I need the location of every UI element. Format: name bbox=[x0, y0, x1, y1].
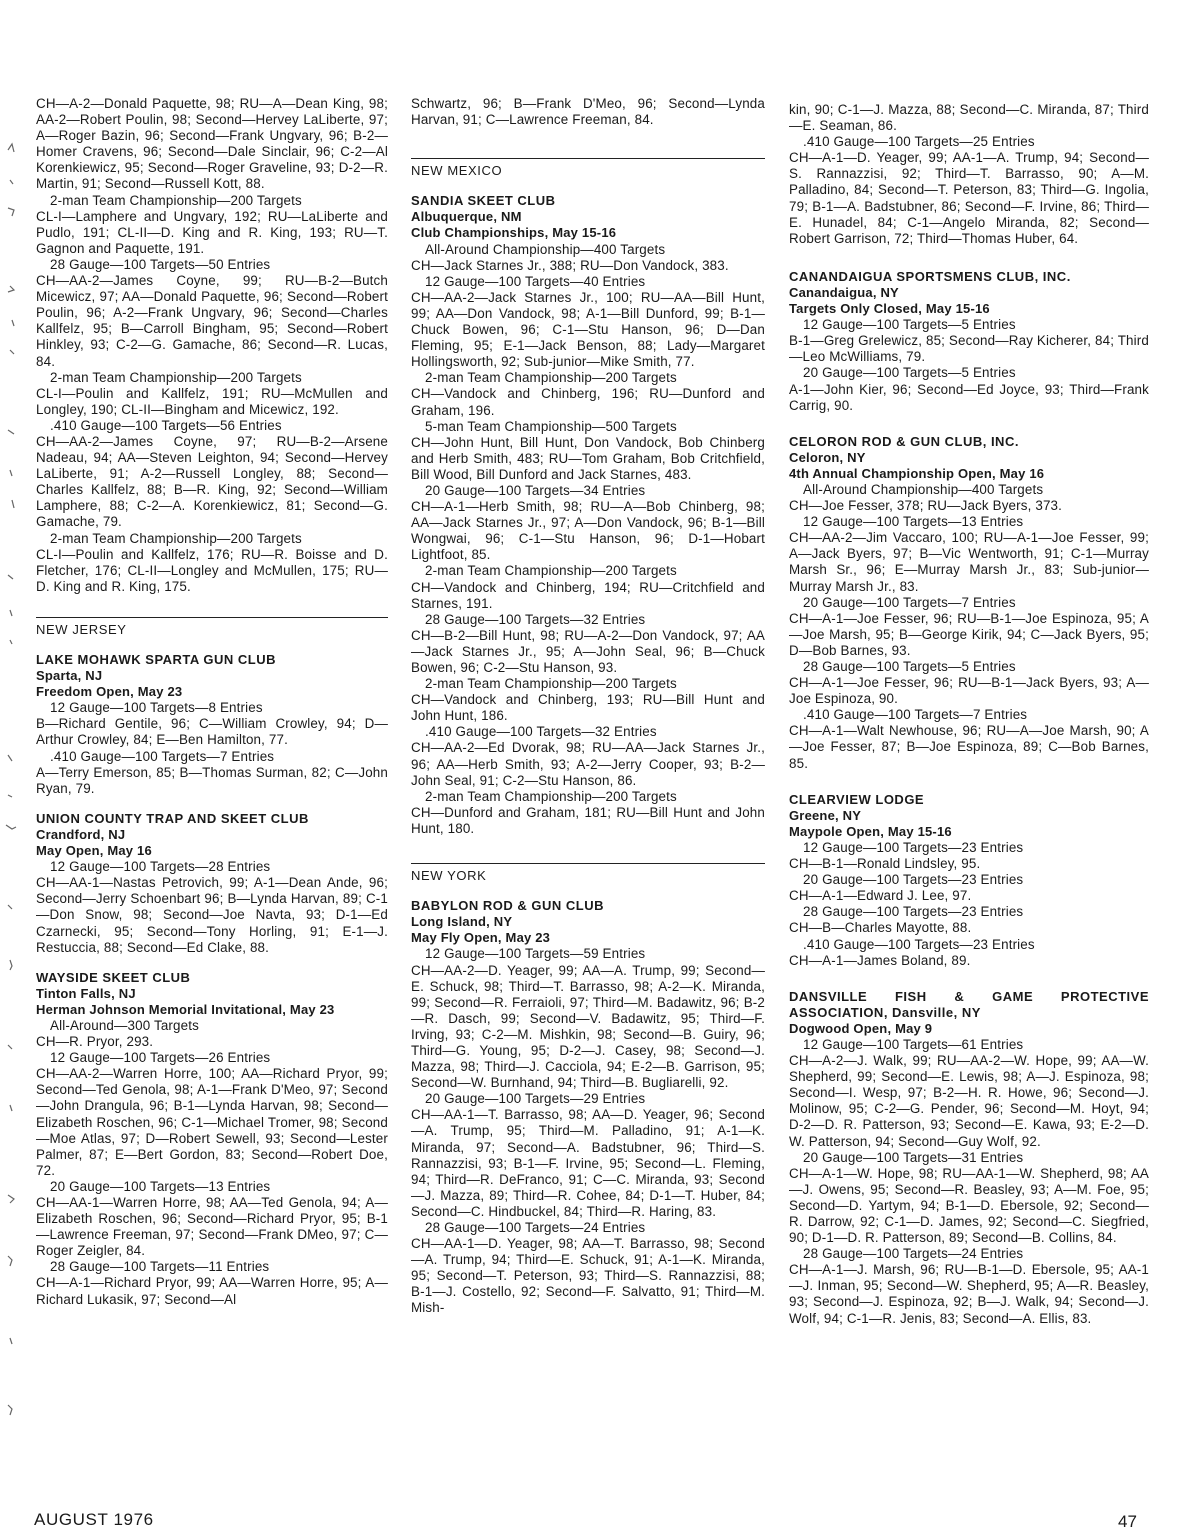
results-text: CH—Dunford and Graham, 181; RU—Bill Hunt and John Hunt, 180. bbox=[411, 804, 765, 836]
results-text: A—Terry Emerson, 85; B—Thomas Surman, 82; C—John Ryan, 79. bbox=[36, 764, 388, 796]
club-name: WAYSIDE SKEET CLUB bbox=[36, 969, 191, 985]
results-text: CH—A-1—Richard Pryor, 99; AA—Warren Horre, 95; A—Richard Lukasik, 97; Second—Al bbox=[36, 1275, 388, 1307]
club-name: SANDIA SKEET CLUB bbox=[411, 193, 556, 209]
club-name: CELORON ROD & GUN CLUB, INC. bbox=[789, 433, 1019, 449]
event-line: 12 Gauge—100 Targets—8 Entries bbox=[50, 700, 263, 716]
event-title: Club Championships, May 15-16 bbox=[411, 225, 617, 241]
event-line: .410 Gauge—100 Targets—32 Entries bbox=[425, 724, 657, 740]
results-text: CH—AA-1—Nastas Petrovich, 99; A-1—Dean Ande, 96; Second—Jerry Schoenbart 96; B—Lynda Harvan, 89; C-1—Don Snow, 98; Second—Joe Navta, 93; D-1—Ed Czarnecki, 95; Second—Tony Horling, 91; E-1—J. Restuccia, 88; Second—Ed Clake, 88. bbox=[36, 875, 388, 955]
club-name: CANANDAIGUA SPORTSMENS CLUB, INC. bbox=[789, 268, 1071, 284]
event-line: 12 Gauge—100 Targets—26 Entries bbox=[50, 1050, 271, 1066]
event-title: May Fly Open, May 23 bbox=[411, 930, 551, 946]
results-text: CL-I—Poulin and Kallfelz, 191; RU—McMullen and Longley, 190; CL-II—Bingham and Micewicz, 192. bbox=[36, 385, 388, 417]
results-text: CH—AA-2—Warren Horre, 100; AA—Richard Pryor, 99; Second—Ted Genola, 98; A-1—Frank D'Meo, 97; Second—John Drangula, 96; B-1—Lynda Harvan, 98; Second—Elizabeth Roschen, 96; C-1—Michael Tromer, 98; Second—Moe Atlas, 97; D—Robert Sewell, 93; Second—Lester Palmer, 87; E—Bert Gordon, 83; Second—Robert Doe, 72. bbox=[36, 1066, 388, 1178]
results-text: CH—AA-2—Jim Vaccaro, 100; RU—A-1—Joe Fesser, 99; A—Jack Byers, 97; B—Vic Wentworth, 91; C-1—Murray Marsh Sr., 96; E—Murray Marsh Jr., 83; Sub-junior—Murray Marsh Jr., 83. bbox=[789, 530, 1149, 594]
results-text: CH—Vandock and Chinberg, 193; RU—Bill Hunt and John Hunt, 186. bbox=[411, 692, 765, 724]
club-name: CLEARVIEW LODGE bbox=[789, 791, 925, 807]
event-line: 5-man Team Championship—500 Targets bbox=[425, 418, 677, 434]
event-line: All-Around Championship—400 Targets bbox=[803, 481, 1044, 497]
event-line: 12 Gauge—100 Targets—28 Entries bbox=[50, 859, 271, 875]
results-text: CH—A-1—Herb Smith, 98; RU—A—Bob Chinberg, 98; AA—Jack Starnes Jr., 97; A—Don Vandock, 96; B-1—Bill Wongwai, 96; C-1—Stu Hanson, 96; D-1—Hobart Lightfoot, 85. bbox=[411, 499, 765, 563]
results-text: CH—Vandock and Chinberg, 194; RU—Critchfield and Starnes, 191. bbox=[411, 579, 765, 611]
margin-marks bbox=[0, 0, 30, 1539]
results-text: CH—A-1—Joe Fesser, 96; RU—B-1—Joe Espinoza, 95; A—Joe Marsh, 95; B—George Kirik, 94; C—Jack Byers, 95; D—Bob Barnes, 93. bbox=[789, 610, 1149, 658]
event-line: 20 Gauge—100 Targets—34 Entries bbox=[425, 482, 646, 498]
club-name: DANSVILLE FISH & GAME PROTECTIVE ASSOCIATION, Dansville, NY bbox=[789, 988, 1149, 1020]
results-text: A-1—John Kier, 96; Second—Ed Joyce, 93; Third—Frank Carrig, 90. bbox=[789, 381, 1149, 413]
event-line: 2-man Team Championship—200 Targets bbox=[425, 563, 677, 579]
event-title: Freedom Open, May 23 bbox=[36, 684, 183, 700]
results-text: CH—A-1—Edward J. Lee, 97. bbox=[789, 888, 972, 904]
results-text: CH—A-1—W. Hope, 98; RU—AA-1—W. Shepherd, 98; AA—J. Owens, 95; Second—R. Beasley, 93; A—M. Foe, 95; Second—D. Yartym, 94; B-1—D. Ebersole, 92; Second—R. Darrow, 92; C-1—D. James, 92; Second—C. Siegfried, 90; D-1—D. R. Patterson, 89; Second—B. Collins, 84. bbox=[789, 1165, 1149, 1246]
event-line: 2-man Team Championship—200 Targets bbox=[425, 370, 677, 386]
results-text: CH—AA-1—Warren Horre, 98; AA—Ted Genola, 94; A—Elizabeth Roschen, 96; Second—Richard Pryor, 95; B-1—Lawrence Freeman, 97; Second—Frank DMeo, 97; C—Roger Zeigler, 84. bbox=[36, 1195, 388, 1259]
results-text: CH—AA-1—D. Yeager, 98; AA—T. Barrasso, 98; Second—A. Trump, 94; Third—E. Schuck, 91; A-1—K. Miranda, 95; Second—T. Peterson, 93; Third—S. Rannazzisi, 88; B-1—J. Costello, 92; Second—F. Salvatto, 91; Third—M. Mish- bbox=[411, 1236, 765, 1316]
event-line: 12 Gauge—100 Targets—13 Entries bbox=[803, 514, 1024, 530]
event-line: 2-man Team Championship—200 Targets bbox=[50, 530, 302, 546]
event-line: .410 Gauge—100 Targets—7 Entries bbox=[803, 707, 1028, 723]
event-line: All-Around Championship—400 Targets bbox=[425, 241, 666, 257]
event-line: 28 Gauge—100 Targets—24 Entries bbox=[425, 1220, 646, 1235]
event-line: 2-man Team Championship—200 Targets bbox=[50, 369, 302, 385]
results-text: CH—AA-2—D. Yeager, 99; AA—A. Trump, 99; Second—E. Schuck, 98; Third—T. Barrasso, 98; A-2—K. Miranda, 99; Second—R. Ferraioli, 97; Third—M. Badawitz, 96; B-2—R. Dasch, 99; Second—V. Badawitz, 95; Third—F. Irving, 93; C-2—M. Mishkin, 98; Second—B. Guiry, 96; Third—G. Young, 95; D-2—J. Casey, 98; Second—J. Mazza, 98; Third—J. Cacciola, 94; E-2—B. Garrison, 95; Second—W. Burnhand, 94; Third—B. Bugliarelli, 92. bbox=[411, 962, 765, 1091]
event-line: 12 Gauge—100 Targets—23 Entries bbox=[803, 839, 1024, 855]
event-line: 20 Gauge—100 Targets—7 Entries bbox=[803, 594, 1016, 610]
event-line: 20 Gauge—100 Targets—23 Entries bbox=[803, 872, 1024, 888]
results-text: CH—A-2—Donald Paquette, 98; RU—A—Dean King, 98; AA-2—Robert Poulin, 98; Second—Hervey LaLiberte, 97; A—Roger Bazin, 96; Second—Frank Ungvary, 96; B-2—Homer Cravens, 96; Second—Dale Sinclair, 96; C-2—Al Korenkiewicz, 95; Second—Roger Graveline, 93; D-2—R. Martin, 91; Second—Russell Kott, 88. bbox=[36, 96, 388, 192]
club-name: BABYLON ROD & GUN CLUB bbox=[411, 898, 604, 914]
event-line: 2-man Team Championship—200 Targets bbox=[425, 676, 677, 692]
results-text: B—Richard Gentile, 96; C—William Crowley, 94; D—Arthur Crowley, 84; E—Ben Hamilton, 77. bbox=[36, 716, 388, 748]
results-text: CH—AA-2—Jack Starnes Jr., 100; RU—AA—Bill Hunt, 99; AA—Don Vandock, 98; A-1—Bill Dunford, 99; B-1—Chuck Bowen, 96; C-1—Stu Hanson, 96; D—Dan Fleming, 95; E-1—Jack Benson, 88; Lady—Margaret Hollingsworth, 92; Sub-junior—Mike Smith, 77. bbox=[411, 289, 765, 370]
section-heading-new-jersey: NEW JERSEY bbox=[36, 617, 388, 638]
club-name: UNION COUNTY TRAP AND SKEET CLUB bbox=[36, 810, 309, 826]
event-title: Maypole Open, May 15-16 bbox=[789, 823, 952, 839]
event-line: All-Around—300 Targets bbox=[50, 1017, 199, 1033]
section-heading-new-mexico: NEW MEXICO bbox=[411, 158, 765, 179]
results-text: CL-I—Poulin and Kallfelz, 176; RU—R. Boisse and D. Fletcher, 176; CL-II—Longley and McMullen, 175; RU—D. King and R. King, 175. bbox=[36, 546, 388, 594]
results-text: CH—A-1—D. Yeager, 99; AA-1—A. Trump, 94; Second—S. Rannazzisi, 92; Third—T. Barrasso, 90; A—M. Palladino, 84; Second—T. Peterson, 83; Third—G. Ingolia, 79; B-1—A. Badstubner, 86; Second—F. Irvine, 86; Third—E. Hunadel, 84; C-1—Angelo Miranda, 82; Second—Robert Garrison, 72; Third—Thomas Huber, 64. bbox=[789, 150, 1149, 246]
column-3 bbox=[789, 96, 1149, 1327]
event-line: 20 Gauge—100 Targets—5 Entries bbox=[803, 365, 1016, 381]
results-text: CH—AA-2—Ed Dvorak, 98; RU—AA—Jack Starnes Jr., 96; AA—Herb Smith, 93; A-2—Jerry Cooper, 93; B-2—John Seal, 91; C-2—Stu Hanson, 86. bbox=[411, 740, 765, 788]
event-line: 12 Gauge—100 Targets—5 Entries bbox=[803, 317, 1016, 333]
column-2 bbox=[411, 96, 765, 1317]
event-line: 28 Gauge—100 Targets—32 Entries bbox=[425, 611, 646, 627]
club-location: Long Island, NY bbox=[411, 914, 513, 930]
results-text: CL-I—Lamphere and Ungvary, 192; RU—LaLiberte and Pudlo, 191; CL-II—D. King and R. King, 193; RU—T. Gagnon and Paquette, 191. bbox=[36, 208, 388, 256]
results-text: CH—John Hunt, Bill Hunt, Don Vandock, Bob Chinberg and Herb Smith, 483; RU—Tom Graham, Bob Critchfield, Bill Wood, Bill Dunford and Jack Starnes, 483. bbox=[411, 434, 765, 482]
results-text: CH—A-2—J. Walk, 99; RU—AA-2—W. Hope, 99; AA—W. Shepherd, 99; Second—E. Lewis, 98; A—J. Espinoza, 98; Second—I. Wesp, 97; B-2—H. R. Howe, 96; Second—J. Molinow, 95; C-2—G. Pender, 96; Second—M. Hoyt, 94; D-2—D. R. Patterson, 93; Second—E. Kawa, 93; E-2—D. W. Patterson, 94; Second—Guy Wolf, 92. bbox=[789, 1053, 1149, 1149]
club-location: Crandford, NJ bbox=[36, 826, 126, 842]
club-location: Tinton Falls, NJ bbox=[36, 985, 136, 1001]
event-line: 20 Gauge—100 Targets—13 Entries bbox=[50, 1178, 271, 1194]
event-line: 28 Gauge—100 Targets—11 Entries bbox=[50, 1259, 270, 1275]
event-line: 20 Gauge—100 Targets—31 Entries bbox=[803, 1149, 1024, 1165]
results-text: CH—Jack Starnes Jr., 388; RU—Don Vandock, 383. bbox=[411, 257, 729, 273]
results-text: CH—R. Pryor, 293. bbox=[36, 1034, 154, 1050]
event-title: May Open, May 16 bbox=[36, 843, 152, 859]
results-text: CH—B-1—Ronald Lindsley, 95. bbox=[789, 856, 981, 872]
results-text: kin, 90; C-1—J. Mazza, 88; Second—C. Miranda, 87; Third—E. Seaman, 86. bbox=[789, 102, 1149, 134]
event-line: 12 Gauge—100 Targets—61 Entries bbox=[803, 1036, 1024, 1052]
event-line: .410 Gauge—100 Targets—56 Entries bbox=[50, 417, 282, 433]
results-text: CH—Joe Fesser, 378; RU—Jack Byers, 373. bbox=[789, 498, 1063, 514]
event-title: Herman Johnson Memorial Invitational, May 23 bbox=[36, 1001, 335, 1017]
event-line: 2-man Team Championship—200 Targets bbox=[50, 192, 302, 208]
event-title: Dogwood Open, May 9 bbox=[789, 1020, 933, 1036]
event-line: .410 Gauge—100 Targets—25 Entries bbox=[803, 134, 1035, 150]
club-location: Sparta, NJ bbox=[36, 668, 103, 684]
results-text: Schwartz, 96; B—Frank D'Meo, 96; Second—Lynda Harvan, 91; C—Lawrence Freeman, 84. bbox=[411, 96, 765, 128]
results-text: CH—B-2—Bill Hunt, 98; RU—A-2—Don Vandock, 97; AA—Jack Starnes Jr., 95; A—John Seal, 96; B—Chuck Bowen, 96; C-2—Stu Hanson, 93. bbox=[411, 627, 765, 675]
event-line: 12 Gauge—100 Targets—40 Entries bbox=[425, 273, 646, 289]
event-line: 20 Gauge—100 Targets—29 Entries bbox=[425, 1091, 646, 1107]
results-text: CH—AA-1—T. Barrasso, 98; AA—D. Yeager, 96; Second—A. Trump, 95; Third—M. Palladino, 91; A-1—K. Miranda, 97; Second—A. Badstubner, 96; Third—S. Rannazzisi, 93; B-1—F. Irvine, 95; Second—L. Fleming, 94; Third—R. DeFranco, 91; C—C. Miranda, 93; Second—J. Mazza, 89; Third—R. Cohee, 84; D-1—T. Huber, 84; Second—C. Hindbuckel, 84; Third—R. Haring, 83. bbox=[411, 1107, 765, 1219]
results-text: CH—A-1—Joe Fesser, 96; RU—B-1—Jack Byers, 93; A—Joe Espinoza, 90. bbox=[789, 675, 1149, 707]
event-line: 28 Gauge—100 Targets—5 Entries bbox=[803, 659, 1016, 674]
results-text: CH—A-1—J. Marsh, 96; RU—B-1—D. Ebersole, 95; AA-1—J. Inman, 95; Second—W. Shepherd, 95; A—R. Beasley, 93; Second—J. Espinoza, 92; B—J. Walk, 94; Second—J. Wolf, 94; C-1—R. Jenis, 83; Second—A. Ellis, 83. bbox=[789, 1262, 1149, 1326]
event-line: 2-man Team Championship—200 Targets bbox=[425, 788, 677, 804]
event-title: 4th Annual Championship Open, May 16 bbox=[789, 465, 1045, 481]
club-location: Celoron, NY bbox=[789, 449, 866, 465]
results-text: CH—AA-2—James Coyne, 99; RU—B-2—Butch Micewicz, 97; AA—Donald Paquette, 96; Second—Robert Poulin, 96; A-2—Frank Ungvary, 96; Second—Charles Kallfelz, 95; B—Carroll Bingham, 95; Second—Robert Hinkley, 93; C-2—G. Gamache, 86; Second—R. Lucas, 84. bbox=[36, 273, 388, 369]
event-line: .410 Gauge—100 Targets—23 Entries bbox=[803, 936, 1035, 952]
results-text: CH—AA-2—James Coyne, 97; RU—B-2—Arsene Nadeau, 94; AA—Steven Leighton, 94; Second—Hervey LaLiberte, 91; A-2—Russell Longley, 88; Second—Charles Kallfelz, 88; B—R. King, 92; Second—William Lamphere, 88; C-2—A. Korenkiewicz, 81; Second—G. Gamache, 79. bbox=[36, 433, 388, 530]
club-location: Albuquerque, NM bbox=[411, 209, 522, 225]
results-text: CH—A-1—James Boland, 89. bbox=[789, 952, 971, 968]
results-text: CH—A-1—Walt Newhouse, 96; RU—A—Joe Marsh, 90; A—Joe Fesser, 87; B—Joe Espinoza, 89; C—Bob Barnes, 85. bbox=[789, 723, 1149, 771]
club-location: Greene, NY bbox=[789, 807, 862, 823]
event-line: 12 Gauge—100 Targets—59 Entries bbox=[425, 946, 646, 962]
results-text: CH—Vandock and Chinberg, 196; RU—Dunford and Graham, 196. bbox=[411, 386, 765, 418]
event-line: .410 Gauge—100 Targets—7 Entries bbox=[50, 748, 275, 764]
results-text: B-1—Greg Grelewicz, 85; Second—Ray Kicherer, 84; Third—Leo McWilliams, 79. bbox=[789, 333, 1149, 365]
event-line: 28 Gauge—100 Targets—24 Entries bbox=[803, 1246, 1024, 1262]
club-location: Canandaigua, NY bbox=[789, 284, 899, 300]
section-heading-new-york: NEW YORK bbox=[411, 863, 765, 884]
results-text: CH—B—Charles Mayotte, 88. bbox=[789, 920, 972, 936]
event-line: 28 Gauge—100 Targets—23 Entries bbox=[803, 904, 1024, 920]
event-line: 28 Gauge—100 Targets—50 Entries bbox=[50, 256, 271, 272]
club-name: LAKE MOHAWK SPARTA GUN CLUB bbox=[36, 652, 277, 667]
column-1 bbox=[36, 96, 388, 1308]
page-number: 47 bbox=[1118, 1512, 1137, 1531]
event-title: Targets Only Closed, May 15-16 bbox=[789, 301, 990, 317]
issue-date: AUGUST 1976 bbox=[34, 1510, 154, 1529]
